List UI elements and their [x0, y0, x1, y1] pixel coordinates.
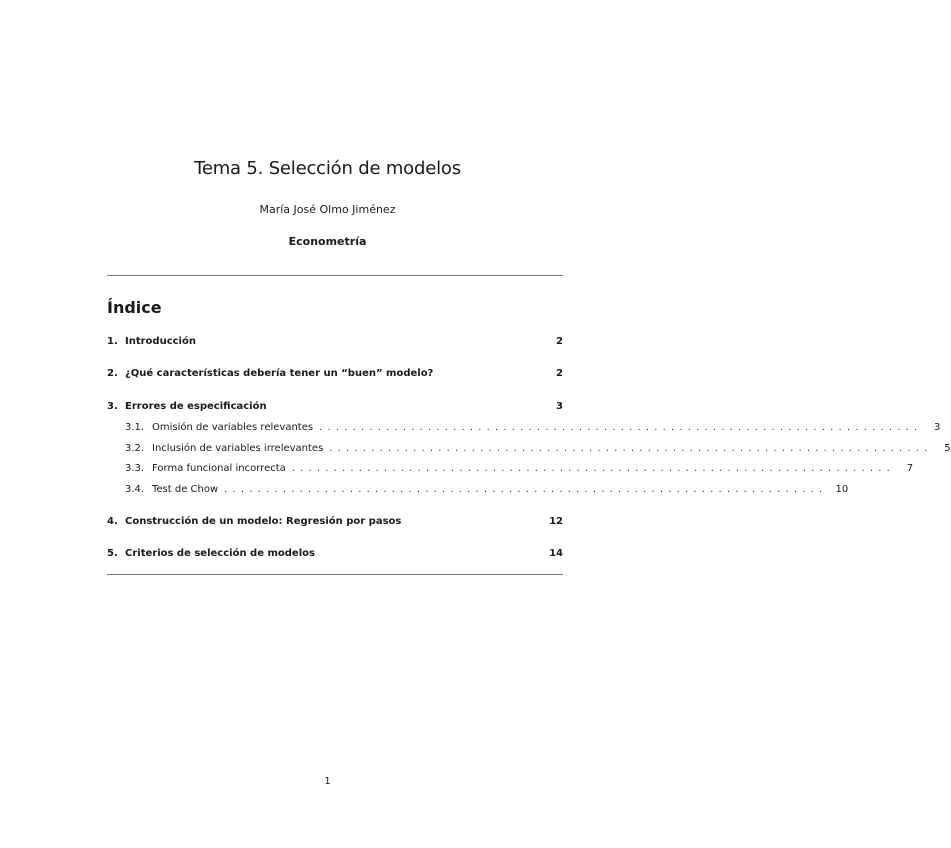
toc-entry-number: 3.	[107, 401, 118, 412]
document-title: Tema 5. Selección de modelos	[194, 158, 461, 179]
toc-entry-number: 5.	[107, 548, 118, 559]
toc-entry-label: Errores de especificación	[125, 401, 267, 412]
toc-heading: Índice	[107, 298, 162, 317]
toc-entry-3[interactable]	[107, 401, 563, 417]
document-author: María José Olmo Jiménez	[259, 203, 396, 216]
toc-entry-label: Inclusión de variables irrelevantes	[152, 443, 324, 454]
toc-entry-page: 14	[549, 548, 563, 559]
toc-entry-page: 3	[933, 422, 941, 433]
toc-entry-number: 1.	[107, 336, 118, 347]
toc-entry-number: 4.	[107, 516, 118, 527]
dot-leader: ........................................................................	[319, 422, 923, 433]
document-course: Econometría	[288, 235, 367, 248]
toc-entry-label: Test de Chow	[152, 484, 219, 495]
toc-entry-3-2[interactable]	[125, 443, 951, 459]
toc-entry-2[interactable]	[107, 368, 563, 384]
toc-entry-page: 12	[549, 516, 563, 527]
toc-entry-page: 2	[556, 336, 563, 347]
toc-entry-label: Omisión de variables relevantes	[152, 422, 314, 433]
toc-entry-label: ¿Qué características debería tener un “buen” modelo?	[125, 368, 434, 379]
toc-entry-page: 3	[556, 401, 563, 412]
dot-leader: ........................................................................	[329, 443, 933, 454]
toc-entry-page: 7	[906, 463, 914, 474]
toc-entry-label: Criterios de selección de modelos	[125, 548, 315, 559]
toc-entry-1[interactable]	[107, 336, 563, 352]
toc-entry-number: 3.1.	[125, 422, 145, 433]
toc-entry-number: 3.3.	[125, 463, 145, 474]
toc-entry-4[interactable]	[107, 516, 563, 532]
page-number: 1	[324, 776, 331, 787]
toc-entry-number: 3.2.	[125, 443, 145, 454]
toc-entry-label: Construcción de un modelo: Regresión por pasos	[125, 516, 402, 527]
toc-entry-5[interactable]	[107, 548, 563, 564]
toc-entry-page: 2	[556, 368, 563, 379]
toc-entry-3-3[interactable]	[125, 463, 914, 479]
dot-leader: ........................................................................	[291, 463, 896, 474]
toc-entry-label: Introducción	[125, 336, 196, 347]
toc-entry-number: 3.4.	[125, 484, 145, 495]
top-rule	[107, 275, 563, 276]
toc-entry-3-1[interactable]	[125, 422, 941, 438]
bottom-rule	[107, 574, 563, 575]
toc-entry-label: Forma funcional incorrecta	[152, 463, 286, 474]
toc-entry-page: 5	[944, 443, 951, 454]
toc-entry-page: 10	[835, 484, 849, 495]
dot-leader: ........................................................................	[224, 484, 828, 495]
toc-entry-number: 2.	[107, 368, 118, 379]
toc-entry-3-4[interactable]	[125, 484, 849, 500]
